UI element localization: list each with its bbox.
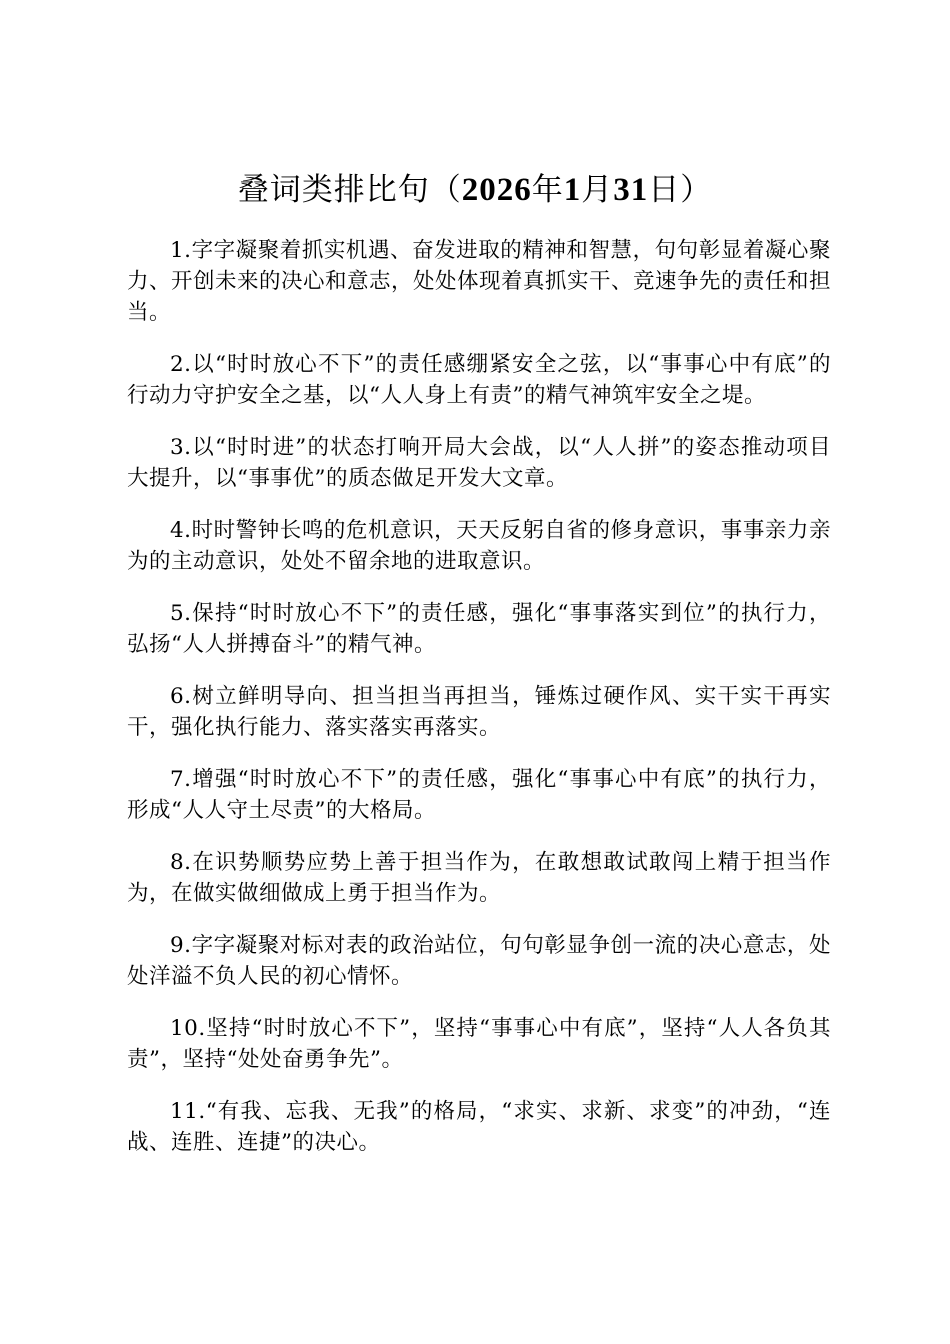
title-prefix: 叠词类排比句（ [237, 172, 462, 208]
list-item: 10.坚持“时时放心不下”，坚持“事事心中有底”，坚持“人人各负其责”，坚持“处处奋勇争先”。 [127, 1016, 831, 1072]
list-item: 9.字字凝聚对标对表的政治站位，句句彰显争创一流的决心意志，处处洋溢不负人民的初心情怀。 [127, 933, 831, 989]
list-item: 7.增强“时时放心不下”的责任感，强化“事事心中有底”的执行力，形成“人人守土尽责”的大格局。 [127, 767, 831, 823]
list-item: 4.时时警钟长鸣的危机意识，天天反躬自省的修身意识，事事亲力亲为的主动意识，处处不留余地的进取意识。 [127, 518, 831, 574]
list-item: 11.“有我、忘我、无我”的格局，“求实、求新、求变”的冲劲，“连战、连胜、连捷”的决心。 [127, 1099, 831, 1155]
title-year: 2026 [461, 172, 532, 208]
document-body [127, 235, 831, 1179]
list-item: 5.保持“时时放心不下”的责任感，强化“事事落实到位”的执行力，弘扬“人人拼搏奋斗”的精气神。 [127, 601, 831, 657]
list-item: 2.以“时时放心不下”的责任感绷紧安全之弦，以“事事心中有底”的行动力守护安全之基，以“人人身上有责”的精气神筑牢安全之堤。 [127, 352, 831, 408]
title-day-unit: 日） [648, 172, 713, 208]
title-month-unit: 月 [581, 172, 614, 208]
list-item: 1.字字凝聚着抓实机遇、奋发进取的精神和智慧，句句彰显着凝心聚力、开创未来的决心和意志，处处体现着真抓实干、竞速争先的责任和担当。 [127, 238, 832, 325]
title-month: 1 [563, 172, 582, 208]
list-item: 6.树立鲜明导向、担当担当再担当，锤炼过硬作风、实干实干再实干，强化执行能力、落实落实再落实。 [127, 684, 831, 740]
title-day: 31 [613, 172, 649, 208]
title-year-unit: 年 [531, 172, 564, 208]
page-title [0, 166, 950, 214]
list-item: 8.在识势顺势应势上善于担当作为，在敢想敢试敢闯上精于担当作为，在做实做细做成上勇于担当作为。 [127, 850, 831, 906]
list-item: 3.以“时时进”的状态打响开局大会战，以“人人拼”的姿态推动项目大提升，以“事事优”的质态做足开发大文章。 [127, 435, 831, 491]
